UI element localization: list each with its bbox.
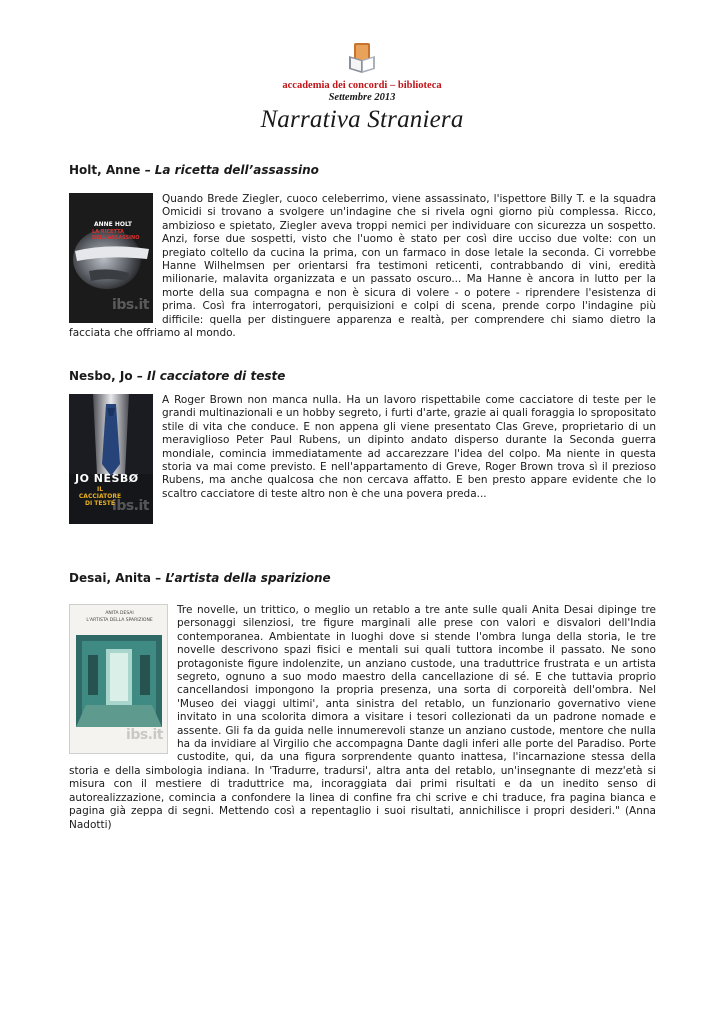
author-name: Desai, Anita [69, 571, 151, 585]
book-title: Il cacciatore di teste [146, 369, 286, 383]
cover-author: JO NESBØ [75, 472, 139, 485]
page-header [0, 42, 724, 135]
author-name: Nesbo, Jo [69, 369, 133, 383]
separator: – [132, 369, 147, 383]
cover-watermark: ibs.it [112, 498, 149, 514]
book-description: Tre novelle, un trittico, o meglio un retablo a tre ante sulle quali Anita Desai dipinge tre personaggi silenziosi, tre figure marginali alle prese con valori e disvalori dell'India contemporanea. Ambientate in luoghi dove si stende l'ombra lunga della storia, le tre novelle descrivono spazi fisici e mentali sui quali tuttora incombe il passato. Ne sono protagoniste figure indolenzite, un anziano custode, una traduttrice frustrata e un artista segreto, ognuno a suo modo maestro della cancellazione di sé. E che tuttavia proprio cancellandosi impongono la propria presenza, una sorta di corporeità dell'ombra. Nel 'Museo dei viaggi ultimi', anta sinistra del retablo, un funzionario governativo viene invitato in una scolorita dimora a visitare i tesori collezionati da un padrone nomade e assente. Gli fa da guida nelle innumerevoli stanze un anziano custode, mentore che nulla ha da invidiare al Virgilio che accompagna Dante dagli inferi alle porte del Paradiso. Porte custodite, qui, da una figura sorprendente quanto inattesa, l'incarnazione stessa della storia e della simbologia indiana. In 'Tradurre, tradursi', altra anta del retablo, un'insegnante di mezz'età si misura con il mestiere di traduttrice ma, incoraggiata dai primi risultati e da un inedito senso di autorealizzazione, comincia a confondere la linea di confine fra chi scrive e chi traduce, fra pagina bianca e pagina già zeppa di segni. Mettendo così a repentaglio i suoi risultati, annichilisce i propri desideri." (Anna Nadotti) [69, 604, 656, 831]
issue-date: Settembre 2013 [328, 92, 396, 103]
page-title: Narrativa Straniera [260, 106, 464, 133]
book-cover [69, 394, 153, 524]
book-entry [69, 369, 656, 526]
book-entry [69, 163, 656, 340]
entry-heading [69, 163, 656, 178]
cover-author: ANNE HOLT [94, 221, 132, 228]
cover-title: LA RICETTA DELL'ASSASSINO [92, 229, 140, 241]
cover-watermark: ibs.it [112, 297, 149, 313]
open-book-icon [347, 42, 377, 74]
cover-author: ANITA DESAI [105, 611, 134, 616]
author-name: Holt, Anne [69, 163, 141, 177]
book-cover [69, 604, 168, 754]
entry-heading [69, 571, 656, 586]
book-description: Quando Brede Ziegler, cuoco celeberrimo, viene assassinato, l'ispettore Billy T. e la squadra Omicidi si trovano a svolgere un'indagine che si rivela ogni giorno più complessa. Ricco, ambizioso e spietato, Ziegler aveva troppi nemici per individuare con sicurezza un sospetto. Anzi, forse due sospetti, visto che l'uomo è stato per così dire ucciso due volte: con un pregiato coltello da cucina la prima, con un farmaco in dose letale la seconda. Ci vorrebbe Hanne Wilhelmsen per orientarsi fra testimoni reticenti, contrabbando di vini, eredità milionarie, malavita organizzata e un passato oscuro... Ma Hanne è ancora in lutto per la morte della sua compagna e non è sicura di volere - o potere - riprendere l'esistenza di prima. Così fra interrogatori, perquisizioni e colpi di scena, prende corpo l'indagine più difficile: quella per distinguere apparenza e realtà, per comprendere chi siamo dietro la facciata che offriamo al mondo. [69, 193, 656, 340]
book-entry [69, 571, 656, 832]
separator: – [150, 571, 166, 585]
book-title: L’artista della sparizione [165, 571, 331, 585]
entry-heading [69, 369, 656, 384]
cover-title: IL CACCIATORE DI TESTE [78, 486, 122, 507]
book-description: A Roger Brown non manca nulla. Ha un lavoro rispettabile come cacciatore di teste per le grandi multinazionali e un hobby segreto, i furti d'arte, grazie ai quali foraggia lo spropositato stile di vita che conduce. E non appena gli viene presentato Clas Greve, proprietario di un meraviglioso Peter Paul Rubens, un dipinto andato disperso durante la Seconda guerra mondiale, comincia immediatamente ad accarezzare l'idea del colpo. Ma niente in questa storia va mai come previsto. E nell'appartamento di Greve, Roger Brown trova sì il prezioso Rubens, ma anche qualcosa che non cercava affatto. E ben presto appare evidente che lo scaltro cacciatore di teste altro non è che una povera preda... [162, 394, 656, 500]
cover-title: L'ARTISTA DELLA SPARIZIONE [86, 618, 153, 623]
separator: – [140, 163, 155, 177]
organization-name: accademia dei concordi – biblioteca [282, 80, 442, 91]
book-title: La ricetta dell’assassino [154, 163, 319, 177]
cover-watermark: ibs.it [126, 727, 163, 743]
book-cover [69, 193, 153, 323]
